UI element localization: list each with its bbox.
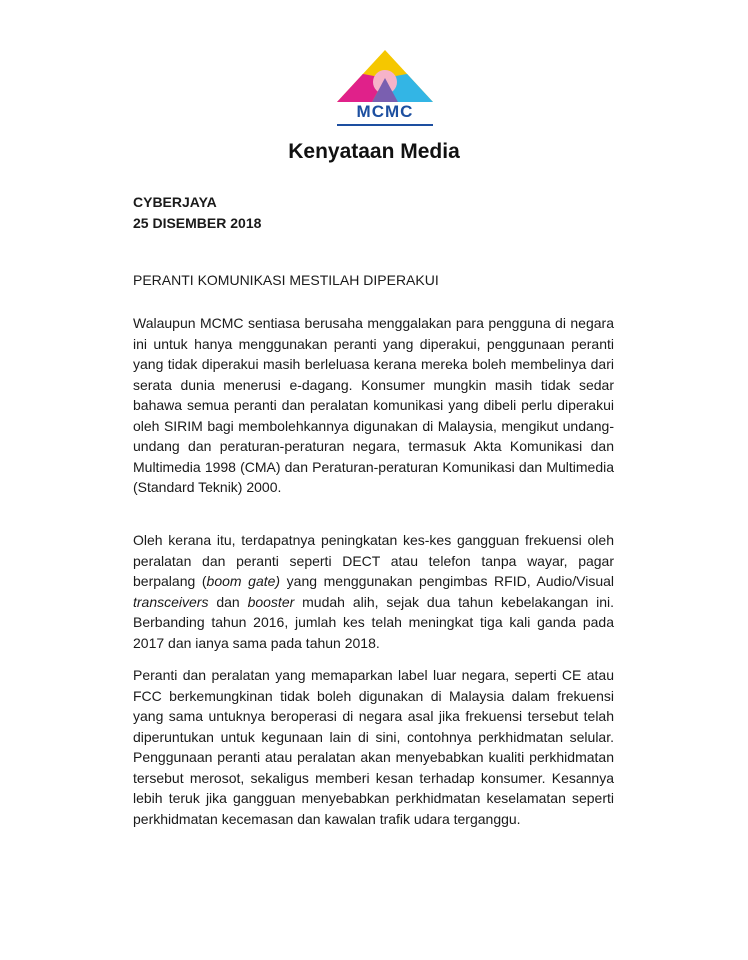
term-boom-gate: boom gate) — [206, 573, 281, 589]
paragraph-2-part-2: yang menggunakan pengimbas RFID, Audio/Visual — [280, 573, 615, 589]
paragraph-2-part-1: Oleh kerana itu, terdapatnya peningkatan kes-kes gangguan frekuensi oleh peralatan dan peranti seperti DECT atau telefon tanpa wayar, pagar berpalang ( — [133, 532, 614, 589]
location: CYBERJAYA — [133, 194, 217, 210]
mcmc-logo-icon — [331, 48, 439, 104]
mcmc-logo — [331, 48, 439, 130]
term-transceivers: transceivers — [133, 593, 209, 610]
term-booster: booster — [247, 593, 295, 610]
dateline — [133, 192, 261, 234]
paragraph-2-part-4: mudah alih, sejak dua tahun kebelakangan ini. Berbanding tahun 2016, jumlah kes telah meningkat tiga kali ganda pada 2017 dan ianya sama pada tahun 2018. — [133, 593, 615, 651]
paragraph-2-part-3: dan — [208, 593, 248, 610]
paragraph-3: Peranti dan peralatan yang memaparkan label luar negara, seperti CE atau FCC berkemungkinan tidak boleh digunakan di Malaysia dalam frekuensi yang sama untuknya beroperasi di negara asal jika frekuensi tersebut telah diperuntukan untuk kegunaan lain di sini, contohnya perkhidmatan selular. Penggunaan peranti atau peralatan akan menyebabkan kualiti perkhidmatan tersebut merosot, sekaligus memberi kesan terhadap konsumer. Kesannya lebih teruk jika gangguan menyebabkan perkhidmatan keselamatan seperti perkhidmatan kecemasan dan kawalan trafik udara terganggu. — [133, 667, 614, 827]
logo-underline — [337, 124, 433, 126]
paragraph-1: Walaupun MCMC sentiasa berusaha menggalakan para pengguna di negara ini untuk hanya menggunakan peranti yang diperakui, penggunaan peranti yang tidak diperakui masih berleluasa kerana mereka boleh membelinya dari serata dunia menerusi e-dagang. Konsumer mungkin masih tidak sedar bahawa semua peranti dan peralatan komunikasi yang dibeli perlu diperakui oleh SIRIM bagi membolehkannya digunakan di Malaysia, mengikut undang-undang dan peraturan-peraturan negara, termasuk Akta Komunikasi dan Multimedia 1998 (CMA) dan Peraturan-peraturan Komunikasi dan Multimedia (Standard Teknik) 2000. — [133, 315, 614, 495]
date: 25 DISEMBER 2018 — [133, 215, 262, 231]
page-title: Kenyataan Media — [288, 140, 460, 163]
section-heading: PERANTI KOMUNIKASI MESTILAH DIPERAKUI — [133, 272, 439, 288]
paragraph-2 — [133, 530, 614, 653]
logo-text: MCMC — [356, 102, 414, 121]
